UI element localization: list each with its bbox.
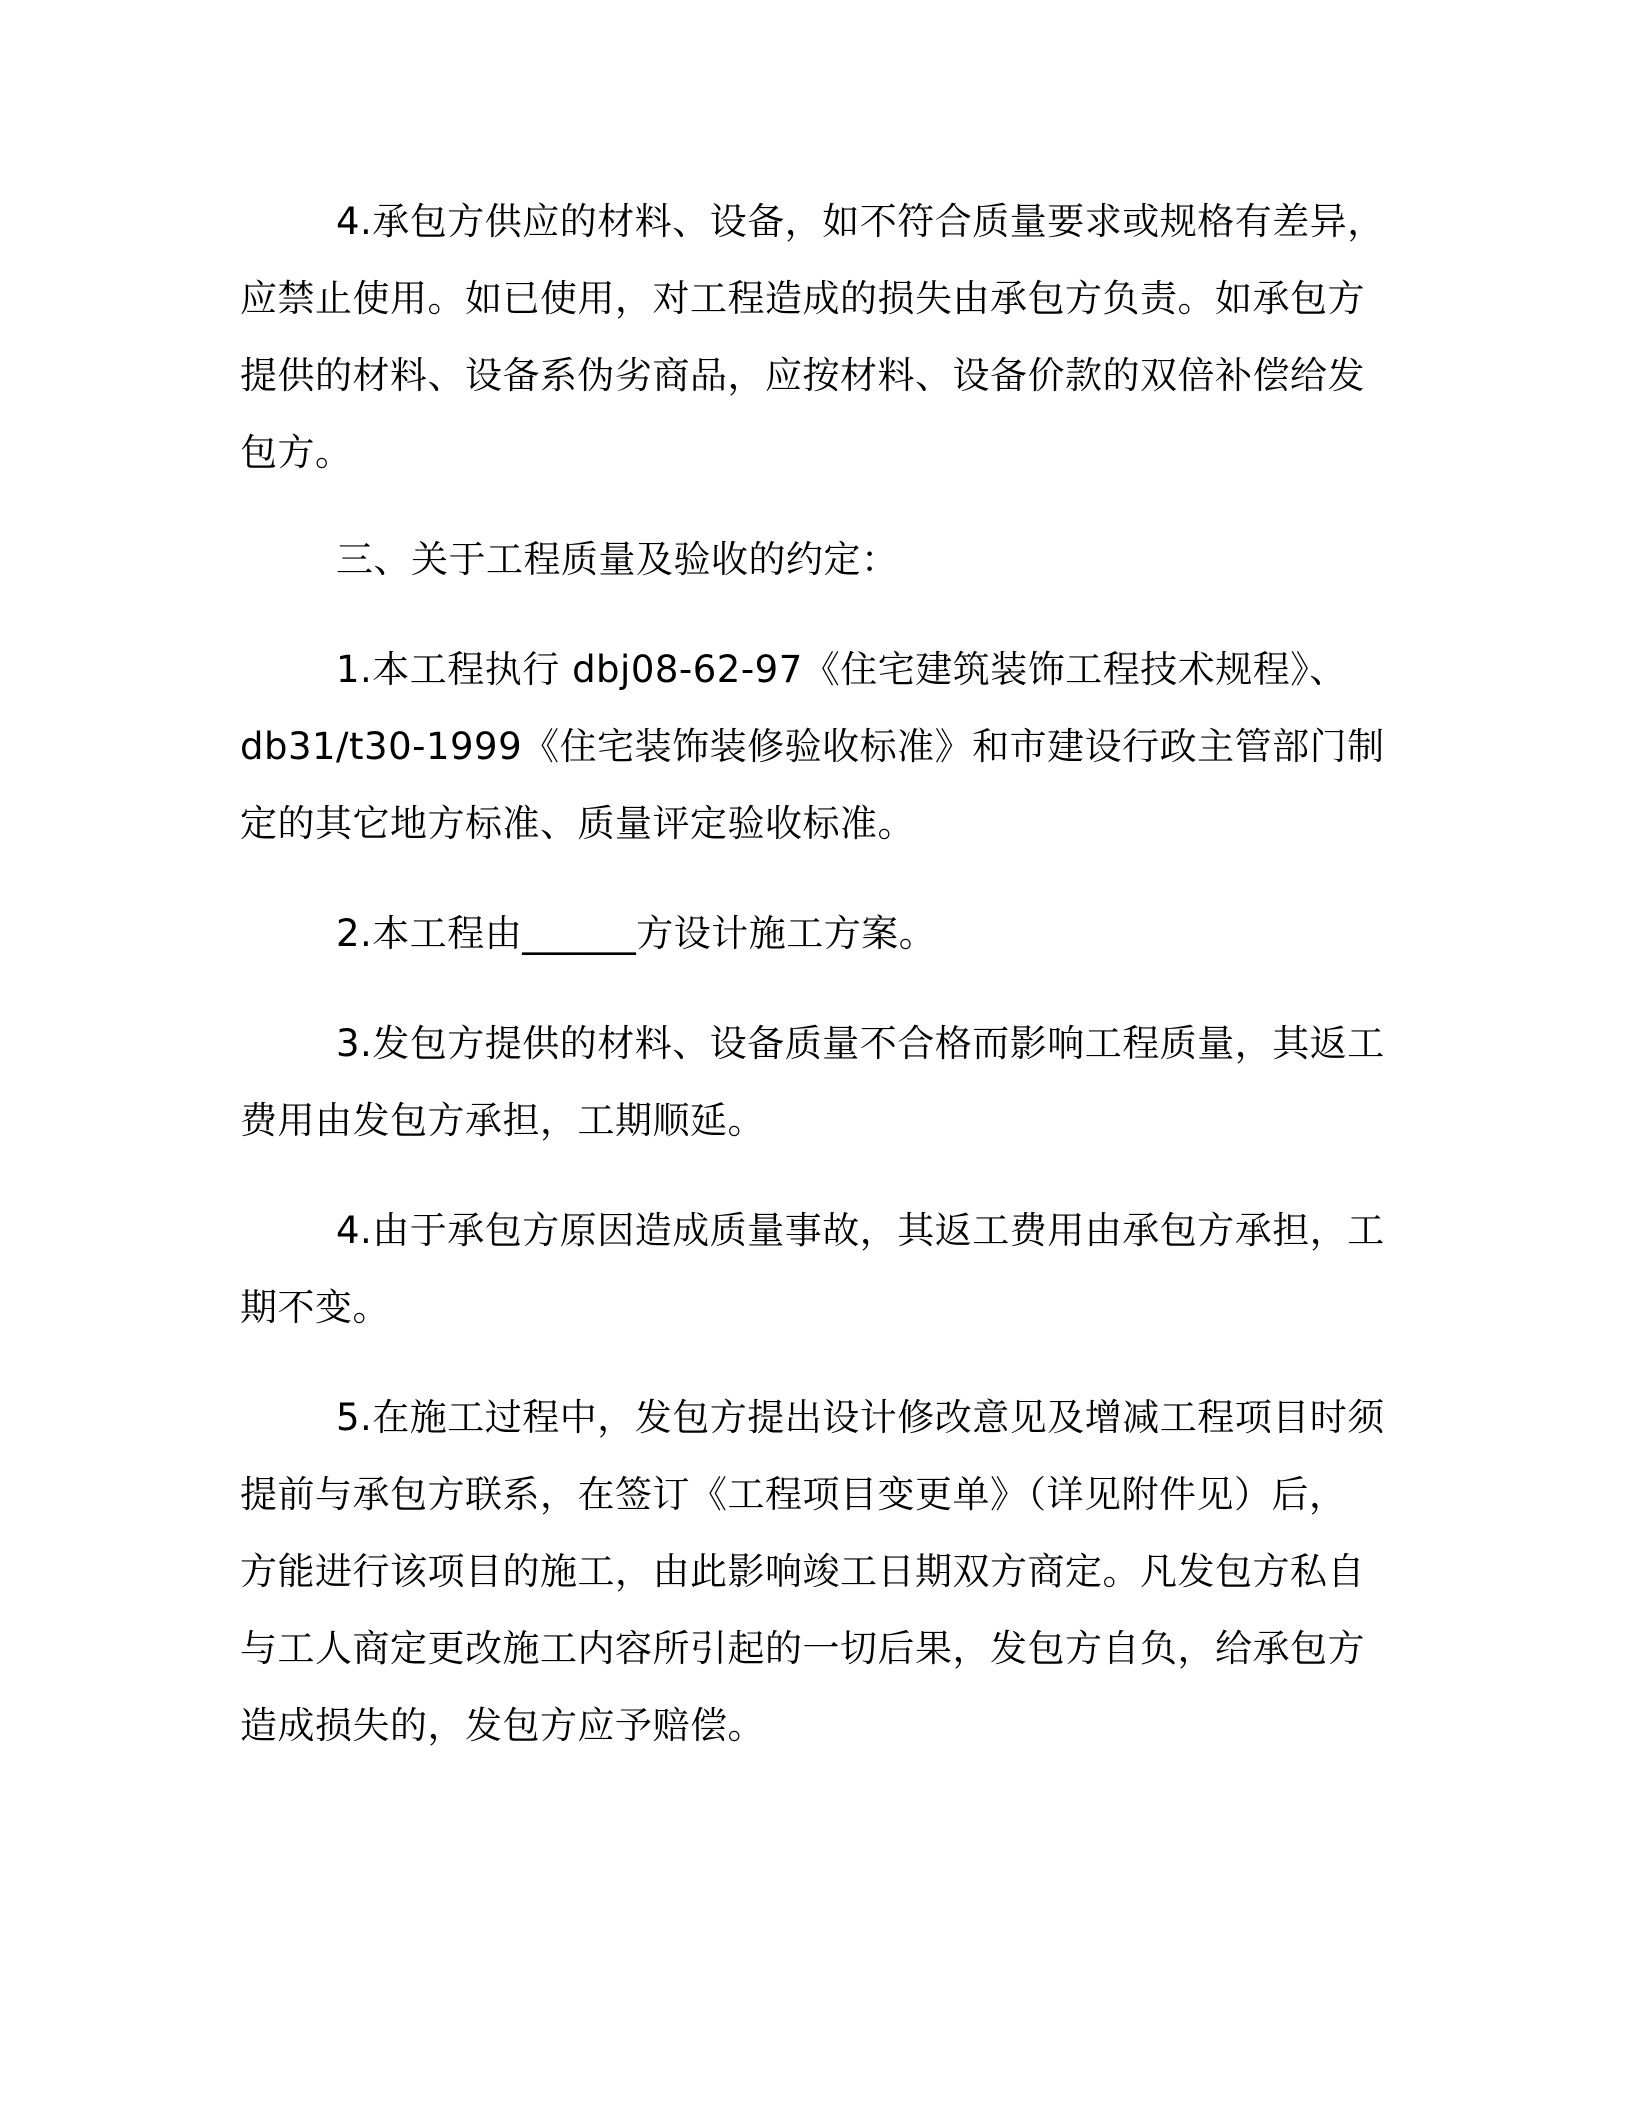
paragraph-line: 与工人商定更改施工内容所引起的一切后果，发包方自负，给承包方 bbox=[240, 1627, 1365, 1670]
paragraph-line: 包方。 bbox=[240, 431, 353, 474]
document-body bbox=[240, 183, 1385, 1796]
paragraph-line: db31/t30-1999《住宅装饰装修验收标准》和市建设行政主管部门制 bbox=[240, 725, 1385, 768]
section-heading-quality bbox=[240, 521, 1370, 598]
paragraph-line: 4.承包方供应的材料、设备，如不符合质量要求或规格有差异， bbox=[336, 200, 1385, 243]
paragraph-materials-supply bbox=[240, 183, 1385, 491]
paragraph-client-materials bbox=[240, 1005, 1385, 1159]
paragraph-line: 提前与承包方联系，在签订《工程项目变更单》（详见附件见）后， bbox=[240, 1473, 1347, 1516]
paragraph-line: 3.发包方提供的材料、设备质量不合格而影响工程质量，其返工 bbox=[336, 1022, 1385, 1065]
paragraph-line: 2.本工程由______方设计施工方案。 bbox=[336, 912, 937, 955]
section-heading-text: 三、关于工程质量及验收的约定： bbox=[336, 538, 899, 581]
paragraph-line: 5.在施工过程中，发包方提出设计修改意见及增减工程项目时须 bbox=[336, 1396, 1385, 1439]
paragraph-contractor-accident bbox=[240, 1192, 1385, 1346]
paragraph-design-party bbox=[240, 895, 1370, 972]
paragraph-standards bbox=[240, 631, 1385, 862]
paragraph-line: 期不变。 bbox=[240, 1286, 390, 1329]
paragraph-line: 方能进行该项目的施工，由此影响竣工日期双方商定。凡发包方私自 bbox=[240, 1550, 1365, 1593]
paragraph-line: 4.由于承包方原因造成质量事故，其返工费用由承包方承担，工 bbox=[336, 1209, 1385, 1252]
paragraph-line: 提供的材料、设备系伪劣商品，应按材料、设备价款的双倍补偿给发 bbox=[240, 354, 1365, 397]
paragraph-line: 费用由发包方承担，工期顺延。 bbox=[240, 1099, 765, 1142]
paragraph-line: 1.本工程执行 dbj08-62-97《住宅建筑装饰工程技术规程》、 bbox=[336, 648, 1347, 691]
paragraph-line: 定的其它地方标准、质量评定验收标准。 bbox=[240, 802, 915, 845]
paragraph-line: 造成损失的，发包方应予赔偿。 bbox=[240, 1704, 765, 1747]
paragraph-line: 应禁止使用。如已使用，对工程造成的损失由承包方负责。如承包方 bbox=[240, 277, 1365, 320]
paragraph-design-changes bbox=[240, 1379, 1385, 1764]
